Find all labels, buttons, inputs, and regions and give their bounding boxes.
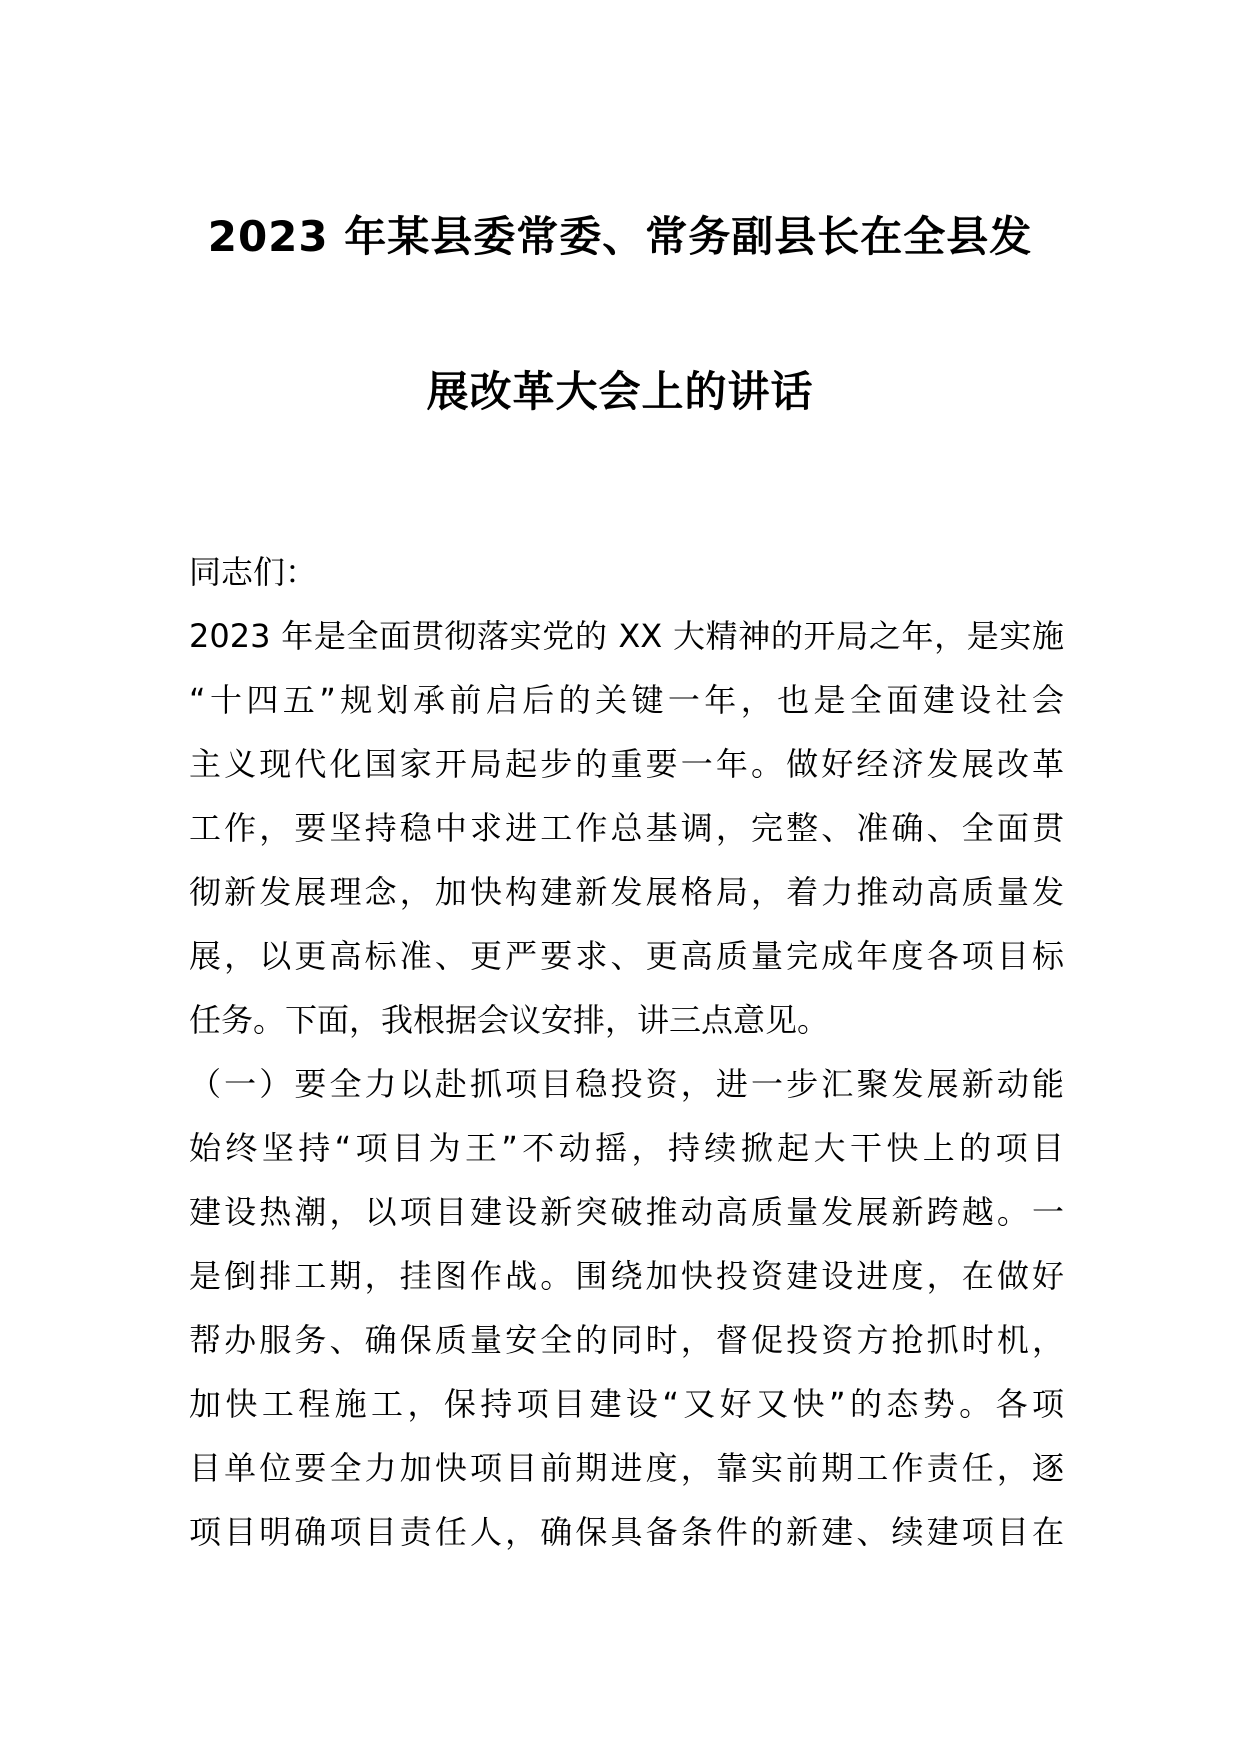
paragraph-1-line-3: 主义现代化国家开局起步的重要一年。做好经济发展改革	[189, 745, 1064, 783]
document-title-line-2: 展改革大会上的讲话	[426, 367, 814, 416]
paragraph-1-line-1: 2023 年是全面贯彻落实党的 XX 大精神的开局之年，是实施	[189, 617, 1064, 655]
salutation: 同志们：	[189, 553, 318, 591]
paragraph-2-line-4: 是倒排工期，挂图作战。围绕加快投资建设进度，在做好	[189, 1257, 1064, 1295]
paragraph-2-line-8: 项目明确项目责任人，确保具备条件的新建、续建项目在	[189, 1513, 1064, 1551]
paragraph-2-line-2: 始终坚持“项目为王”不动摇，持续掀起大干快上的项目	[189, 1129, 1064, 1167]
paragraph-1-line-6: 展，以更高标准、更严要求、更高质量完成年度各项目标	[189, 937, 1064, 975]
paragraph-2-line-3: 建设热潮，以项目建设新突破推动高质量发展新跨越。一	[189, 1193, 1064, 1231]
paragraph-2-line-6: 加快工程施工，保持项目建设“又好又快”的态势。各项	[189, 1385, 1064, 1423]
document-title-line-1: 2023 年某县委常委、常务副县长在全县发	[207, 212, 1033, 261]
paragraph-1-line-4: 工作，要坚持稳中求进工作总基调，完整、准确、全面贯	[189, 809, 1064, 847]
paragraph-2-line-7: 目单位要全力加快项目前期进度，靠实前期工作责任，逐	[189, 1449, 1064, 1487]
paragraph-1-line-2: “十四五”规划承前启后的关键一年，也是全面建设社会	[189, 681, 1064, 719]
paragraph-1-line-7: 任务。下面，我根据会议安排，讲三点意见。	[189, 1001, 830, 1039]
paragraph-1-line-5: 彻新发展理念，加快构建新发展格局，着力推动高质量发	[189, 873, 1064, 911]
paragraph-2-line-5: 帮办服务、确保质量安全的同时，督促投资方抢抓时机，	[189, 1321, 1064, 1359]
paragraph-2-line-1: （一）要全力以赴抓项目稳投资，进一步汇聚发展新动能	[189, 1065, 1064, 1103]
